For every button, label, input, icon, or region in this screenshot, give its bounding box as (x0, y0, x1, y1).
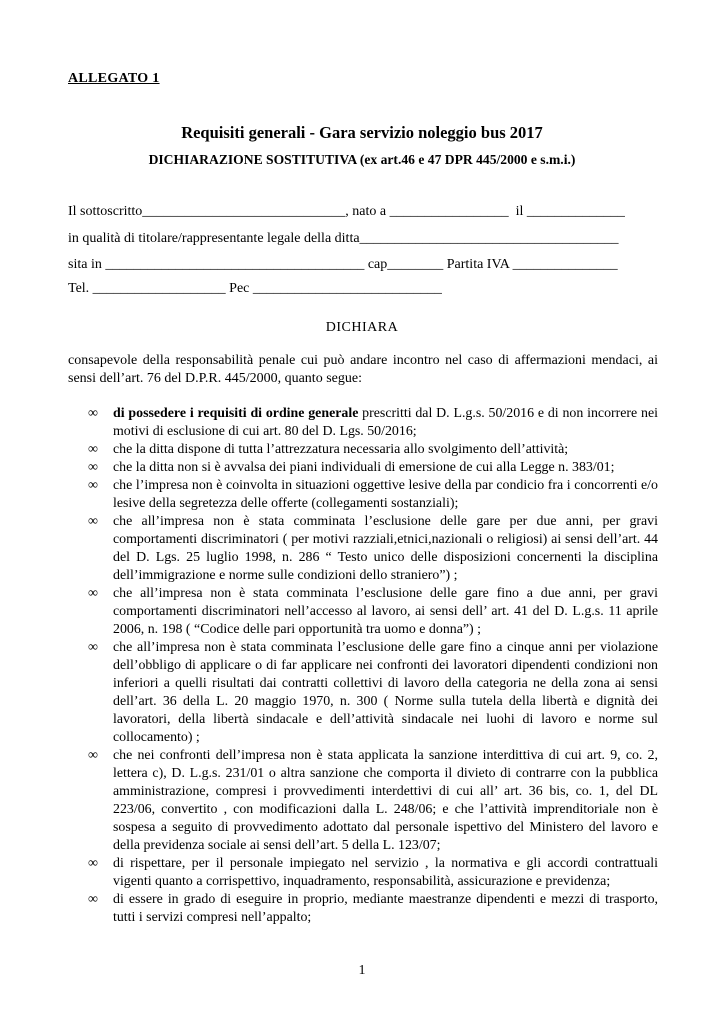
declaration-item-text: che all’impresa non è stata comminata l’esclusione delle gare per due anni, per gravi comportamenti discriminatori ( per motivi razziali,etnici,nazionali o religiosi) ai sensi dell’art. 44 del D. Lgs. 25 luglio 1998, n. 286 “ Testo unico delle disposizioni concernenti la disciplina dell’immigrazione e norme sulle condizioni dello straniero”) ; (113, 514, 658, 583)
infinity-bullet-icon: ∞ (88, 856, 98, 871)
declaration-item (68, 585, 658, 639)
declaration-item-bold: di possedere i requisiti di ordine generale (113, 406, 359, 421)
allegato-heading: ALLEGATO 1 (68, 71, 160, 86)
declaration-item-text: di rispettare, per il personale impiegato nel servizio , la normativa e gli accordi contrattuali vigenti quanto a corrispettivo, inquadramento, responsabilità, assicurazione e previdenza; (113, 856, 658, 889)
infinity-bullet-icon: ∞ (88, 748, 98, 763)
declaration-item (68, 459, 658, 477)
declaration-list (68, 405, 658, 927)
declaration-item-text: che la ditta dispone di tutta l’attrezzatura necessaria allo svolgimento dell’attività; (113, 442, 569, 457)
form-line-qualita: in qualità di titolare/rappresentante legale della ditta_____________________________________ (68, 231, 619, 246)
infinity-bullet-icon: ∞ (88, 478, 98, 493)
infinity-bullet-icon: ∞ (88, 586, 98, 601)
declaration-item (68, 513, 658, 585)
infinity-bullet-icon: ∞ (88, 460, 98, 475)
infinity-bullet-icon: ∞ (88, 442, 98, 457)
declaration-item-text: che la ditta non si è avvalsa dei piani individuali di emersione de cui alla Legge n. 383/01; (113, 460, 615, 475)
form-line-contatti: Tel. ___________________ Pec ___________________________ (68, 281, 442, 296)
declaration-item (68, 747, 658, 855)
declaration-item-text: che nei confronti dell’impresa non è stata applicata la sanzione interdittiva di cui art. 9, co. 2, lettera c), D. L.g.s. 231/01 o altra sanzione che comporta il divieto di contrarre con la pubblica amministrazione, compresi i provvedimenti interdettivi di cui all’ art. 36 bis, co. 1, del DL 223/06, convertito , con modificazioni dalla L. 248/06; e che l’attività imprenditoriale non è sospesa a seguito di provvedimento adottato dal personale ispettivo del Ministero del lavoro e della previdenza sociale ai sensi dell’art. 5 della L. 123/07; (113, 748, 658, 853)
infinity-bullet-icon: ∞ (88, 892, 98, 907)
declaration-item (68, 639, 658, 747)
declaration-item-text: che l’impresa non è coinvolta in situazioni oggettive lesive della par condicio fra i concorrenti e/o lesive della segretezza delle offerte (collegamenti sostanziali); (113, 478, 658, 511)
page-number: 1 (358, 963, 366, 978)
declaration-item-text: che all’impresa non è stata comminata l’esclusione delle gare fino a cinque anni per violazione dell’obbligo di applicare o di far applicare nei confronti dei lavoratori dipendenti condizioni non inferiori a quelli risultati dai contratti collettivi di lavoro della categoria ne della zona ai sensi dell’art. 36 della L. 20 maggio 1970, n. 300 ( Norme sulla tutela della libertà e dignità dei lavoratori, della libertà sindacale e dell’attività sindacale nei luohi di lavoro e norme sul collocamento) ; (113, 640, 658, 745)
document-title: Requisiti generali - Gara servizio noleggio bus 2017 (181, 123, 543, 142)
declaration-item (68, 855, 658, 891)
form-line-sede: sita in _____________________________________ cap________ Partita IVA _______________ (68, 257, 618, 272)
declaration-item (68, 477, 658, 513)
declaration-item (68, 441, 658, 459)
form-line-sottoscritto: Il sottoscritto_____________________________, nato a _________________ il ______________ (68, 204, 625, 219)
declaration-item (68, 891, 658, 927)
declaration-item-text: che all’impresa non è stata comminata l’esclusione delle gare fino a due anni, per gravi comportamenti discriminatori nell’accesso al lavoro, ai sensi dell’ art. 41 del D. L.g.s. 11 aprile 2006, n. 198 ( “Codice delle pari opportunità tra uomo e donna”) ; (113, 586, 658, 637)
infinity-bullet-icon: ∞ (88, 514, 98, 529)
infinity-bullet-icon: ∞ (88, 640, 98, 655)
intro-paragraph: consapevole della responsabilità penale cui può andare incontro nel caso di affermazioni mendaci, ai sensi dell’art. 76 del D.P.R. 445/2000, quanto segue: (68, 353, 658, 386)
declaration-item-text: prescritti dal D. L.g.s. 50/2016 e di non incorrere nei motivi di esclusione di cui art. 80 del D. Lgs. 50/2016; (113, 406, 658, 439)
dichiara-heading: DICHIARA (325, 320, 399, 335)
document-subtitle: DICHIARAZIONE SOSTITUTIVA (ex art.46 e 47 DPR 445/2000 e s.m.i.) (148, 152, 576, 167)
infinity-bullet-icon: ∞ (88, 406, 98, 421)
declaration-item (68, 405, 658, 441)
declaration-item-text: di essere in grado di eseguire in proprio, mediante maestranze dipendenti e mezzi di trasporto, tutti i servizi compresi nell’appalto; (113, 892, 658, 925)
